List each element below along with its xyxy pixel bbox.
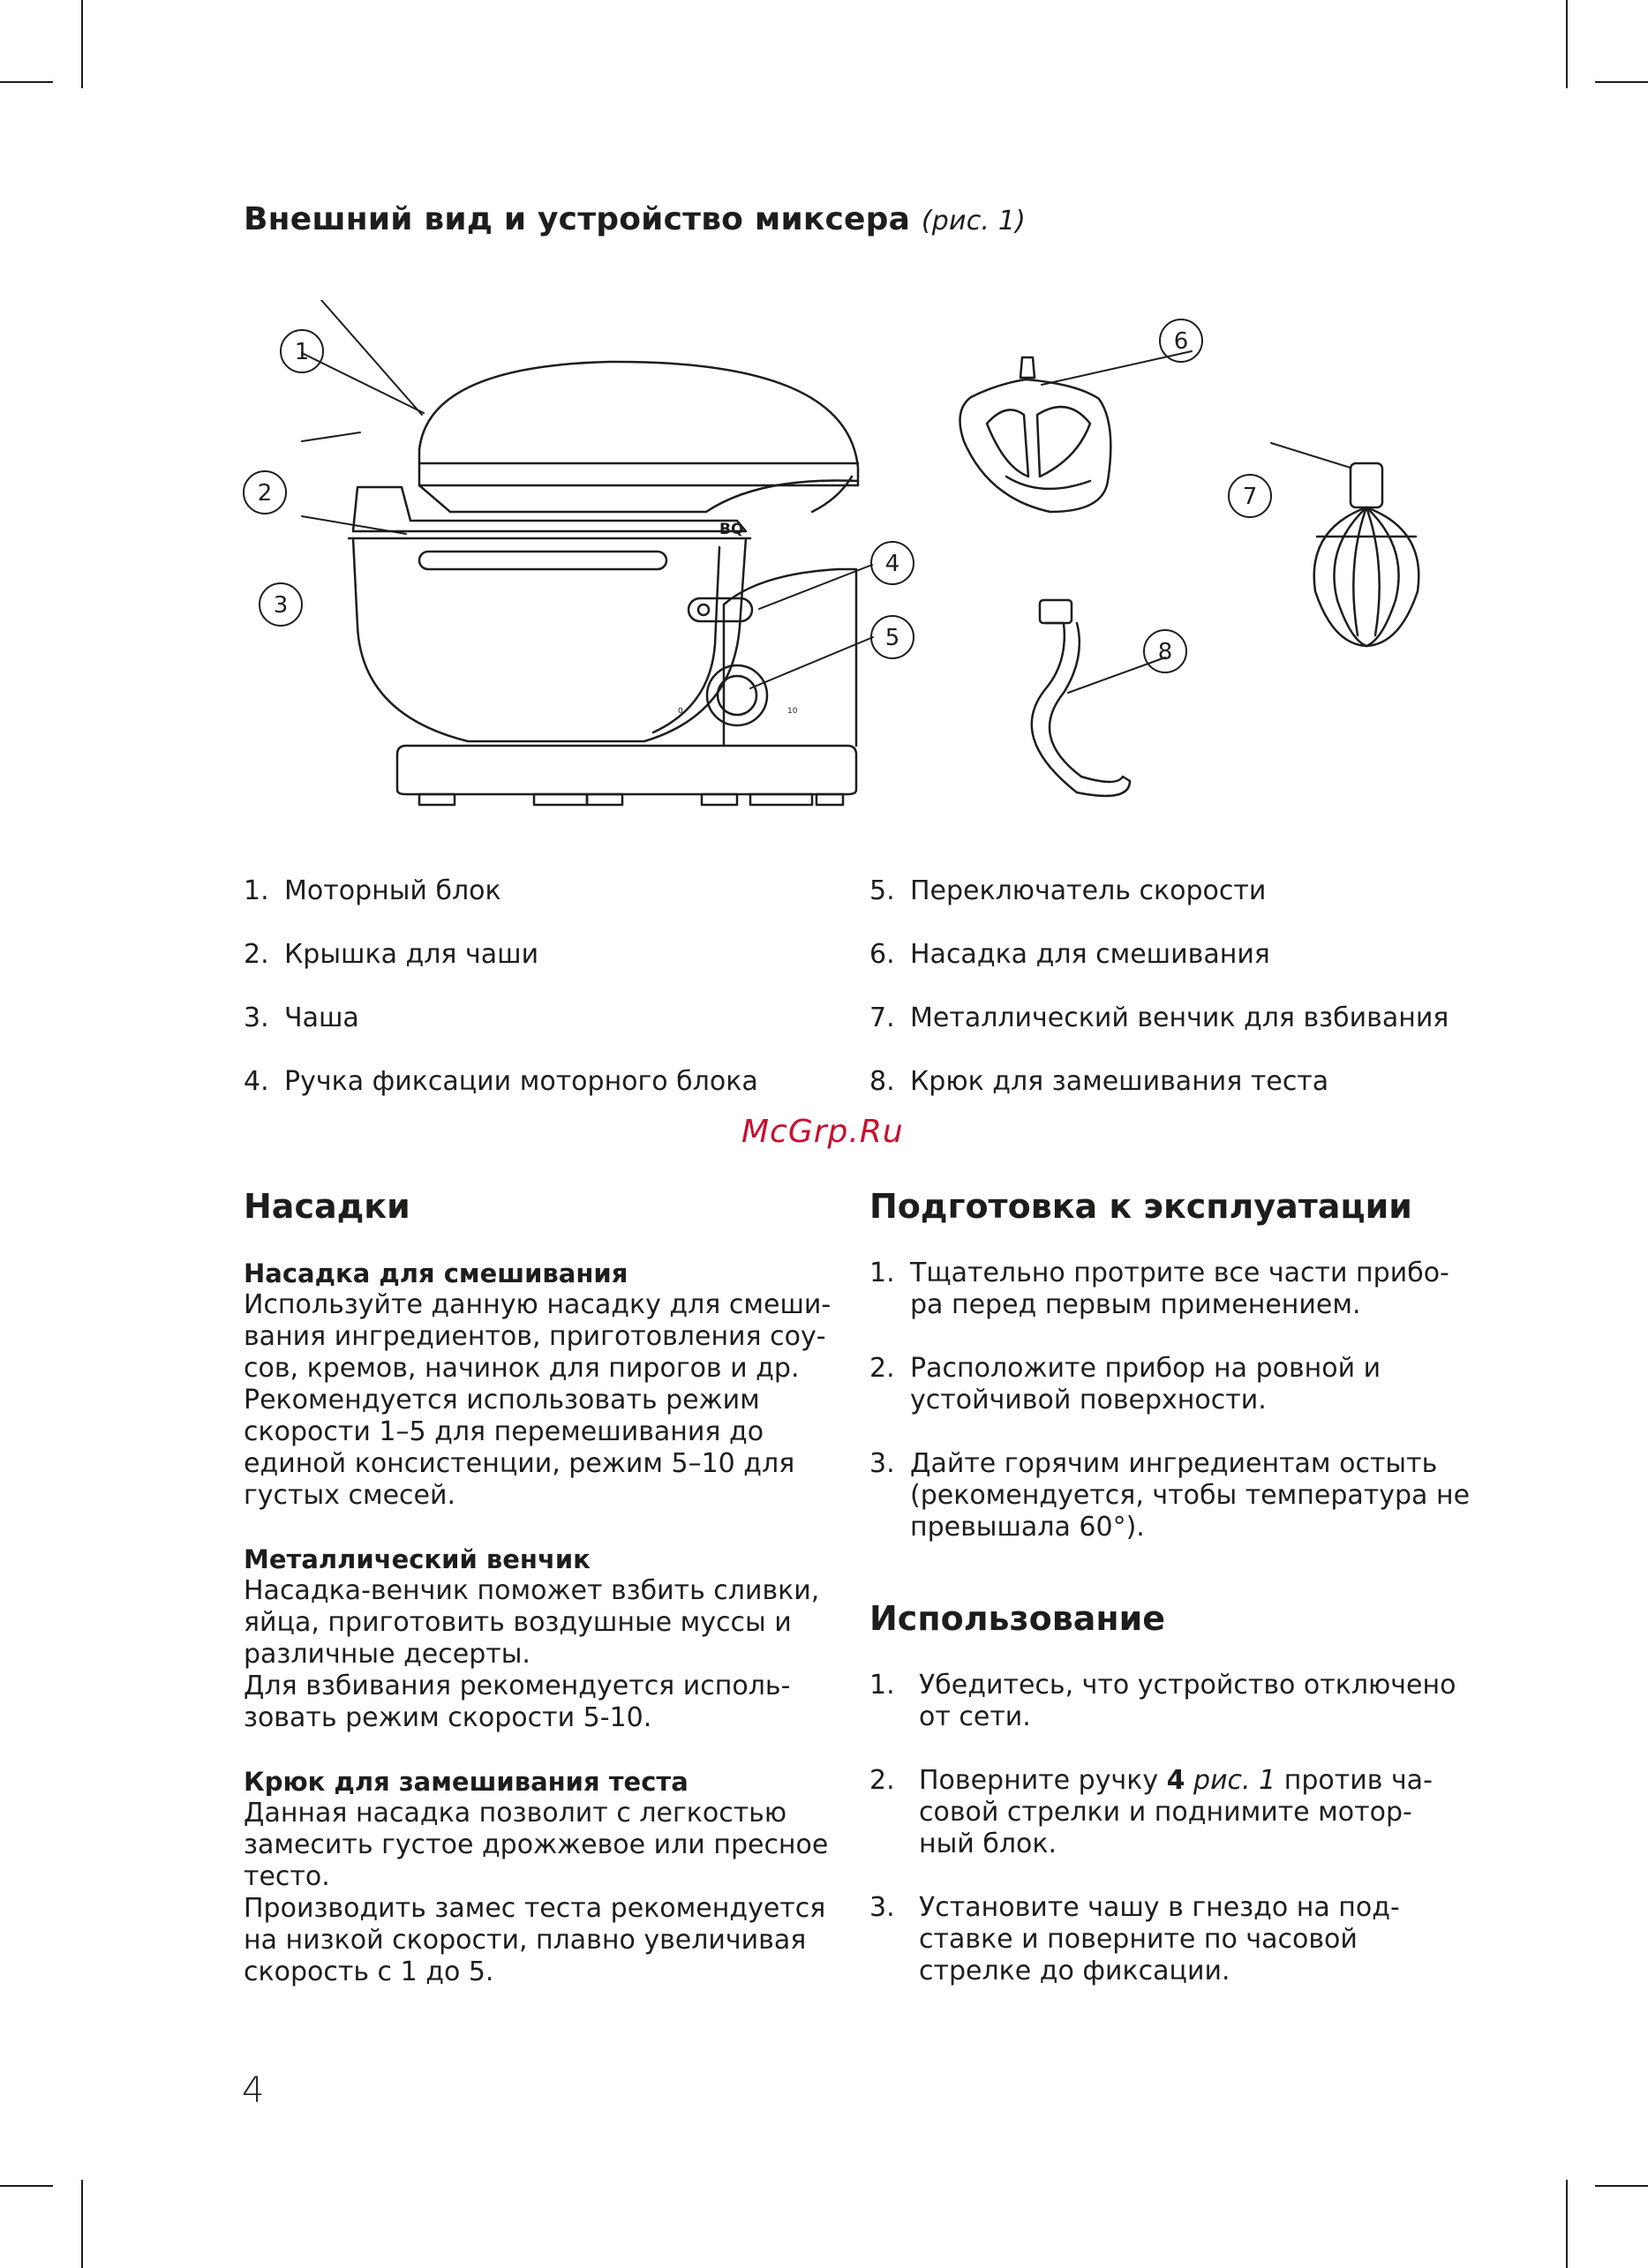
attachment-block [244,1258,853,1512]
text-line: Дайте горячим ингредиентам остыть [910,1448,1438,1479]
text-line: Используйте данную насадку для смеши- [244,1289,832,1320]
step-number: 2. [869,1353,895,1384]
wire-whisk-wire [1366,507,1399,646]
crop-mark [1595,81,1648,83]
crop-mark [81,2180,83,2268]
attachment-block [244,1766,853,1988]
list-item-label: Моторный блок [284,875,501,906]
page-title: Внешний вид и устройство миксера (рис. 1) [244,201,1027,237]
text-line: замесить густое дрожжевое или пресное [244,1829,829,1860]
list-item-label: Насадка для смешивания [910,939,1270,970]
mixer-foot [702,794,737,805]
usage-heading: Использование [869,1599,1166,1638]
text-line: Для взбивания рекомендуется исполь- [244,1671,791,1701]
attachment-block [244,1543,853,1734]
text-line: ставке и поверните по часовой [919,1924,1358,1955]
list-item [244,874,758,937]
callout-label-3: 3 [273,592,289,619]
text-line: зовать режим скорости 5-10. [244,1702,652,1733]
list-item-number: 3. [244,1003,269,1033]
wire-whisk-wire [1353,507,1366,635]
crop-mark [0,2185,53,2187]
list-item-label: Переключатель скорости [910,875,1267,906]
list-item-label: Ручка фиксации моторного блока [284,1066,758,1097]
wire-whisk [1314,507,1419,646]
list-item [869,1001,1449,1064]
mixer-column [724,569,856,746]
list-item [869,1448,1505,1543]
mixer-figure [230,300,1483,847]
text-line: Производить замес теста рекомендуется [244,1893,826,1924]
crop-mark [1595,2185,1648,2187]
list-item [869,937,1449,1001]
crop-mark [1566,2180,1568,2268]
mixer-base [397,746,856,794]
crop-mark [0,81,53,83]
attachment-title: Металлический венчик [244,1544,591,1574]
leader-line [750,637,873,688]
list-item [869,1892,1505,1987]
list-item [869,1353,1505,1416]
list-item [869,1765,1505,1860]
callouts [244,319,1271,672]
step-number: 1. [869,1670,895,1701]
mixer-foot [534,794,587,805]
text-line: скорости 1–5 для перемешивания до [244,1416,764,1447]
figure-reference: рис. 1 [1185,1765,1276,1796]
watermark: McGrp.Ru [741,1114,904,1150]
mixer-foot [587,794,622,805]
wire-whisk-illustration [1314,463,1419,646]
text-line [919,1765,1505,1797]
text-line: Расположите прибор на ровной и [910,1353,1381,1384]
preparation-heading: Подготовка к эксплуатации [869,1187,1412,1226]
leader-line [1271,443,1351,468]
flat-beater-inner [1037,407,1090,477]
figure-reference: (рис. 1) [921,206,1027,237]
mixer-foot [750,794,812,805]
list-item [869,1064,1449,1128]
callout-label-4: 4 [884,551,900,577]
bowl-lid [353,487,746,531]
wire-whisk-wire [1366,507,1380,635]
attachments-section [244,1258,853,2020]
list-item-label: Чаша [284,1003,359,1033]
text-fragment: Поверните ручку [919,1765,1167,1796]
text-line: ра перед первым применением. [910,1289,1361,1320]
list-item-label: Крышка для чаши [284,939,539,970]
list-item-number: 2. [244,939,269,970]
flat-beater-shaft [1020,357,1035,378]
parts-list-right [869,874,1449,1128]
callout-label-8: 8 [1157,639,1173,665]
wire-whisk-wire [1334,507,1366,646]
text-line: единой консистенции, режим 5–10 для [244,1448,795,1479]
text-line: стрелке до фиксации. [919,1956,1230,1986]
mixer-illustration [349,362,858,805]
text-line: различные десерты. [244,1639,531,1670]
attachments-heading: Насадки [244,1187,410,1226]
step-number: 3. [869,1448,895,1479]
flat-beater-inner [987,409,1028,477]
text-fragment: против ча- [1276,1765,1433,1796]
list-item [244,1001,758,1064]
crop-mark [81,0,83,88]
list-item-number: 7. [869,1003,895,1033]
text-line: ный блок. [919,1829,1057,1859]
crop-mark [1566,0,1568,88]
brand-logo: BQ [719,521,744,538]
list-item-number: 8. [869,1066,895,1097]
callout-label-7: 7 [1242,484,1258,510]
callout-labels [258,328,1258,665]
text-line: Установите чашу в гнездо на под- [919,1892,1400,1923]
flat-beater-illustration [960,357,1111,512]
list-item-label: Металлический венчик для взбивания [910,1003,1449,1033]
callout-label-2: 2 [257,480,273,507]
text-line: устойчивой поверхности. [910,1385,1267,1416]
text-line: (рекомендуется, чтобы температура не [910,1480,1471,1511]
leader-line [1042,351,1192,385]
text-line: яйца, приготовить воздушные муссы и [244,1607,792,1638]
callout-label-1: 1 [294,339,310,365]
list-item-number: 4. [244,1066,269,1097]
page-number: 4 [242,2070,265,2111]
leader-line [302,432,360,441]
figure-item-ref: 4 [1166,1765,1185,1796]
step-number: 2. [869,1765,895,1796]
text-line: Рекомендуется использовать режим [244,1385,760,1416]
leader-line [321,300,422,415]
list-item [869,1670,1505,1733]
list-item [244,937,758,1001]
text-line: Насадка-венчик поможет взбить сливки, [244,1575,820,1606]
lock-handle-dot [698,605,709,615]
dough-hook-hub [1040,600,1072,623]
callout-label-6: 6 [1173,328,1189,355]
parts-list-left [244,874,758,1128]
list-item [869,874,1449,937]
list-item [869,1258,1505,1321]
text-line: превышала 60°). [910,1512,1145,1543]
list-item [244,1064,758,1128]
text-line: Убедитесь, что устройство отключено [919,1670,1456,1701]
attachment-title: Насадка для смешивания [244,1258,628,1288]
motor-head [419,362,858,485]
mixer-foot [816,794,843,805]
list-item-number: 5. [869,875,895,906]
text-line: на низкой скорости, плавно увеличивая [244,1925,807,1956]
text-line: скорость с 1 до 5. [244,1956,494,1987]
step-number: 3. [869,1892,895,1923]
flat-beater [960,379,1111,512]
text-line: от сети. [919,1701,1031,1732]
text-line: совой стрелки и поднимите мотор- [919,1797,1412,1828]
bowl-handle [419,552,666,569]
wire-whisk-hub [1351,463,1382,507]
text-line: Данная насадка позволит с легкостью [244,1798,787,1829]
attachment-title: Крюк для замешивания теста [244,1767,689,1797]
usage-steps [869,1670,1505,2019]
text-line: вания ингредиентов, приготовления соу- [244,1321,826,1352]
text-line: сов, кремов, начинок для пирогов и др. [244,1353,800,1384]
dough-hook-illustration [1032,600,1130,796]
text-line: густых смесей. [244,1480,456,1511]
step-number: 1. [869,1258,895,1288]
list-item-number: 1. [244,875,269,906]
flat-beater-inner [1006,477,1090,489]
preparation-steps [869,1258,1505,1575]
list-item-label: Крюк для замешивания теста [910,1066,1329,1097]
speed-dial-marks: 0 [678,707,683,716]
dough-hook [1032,623,1130,796]
text-line: тесто. [244,1861,330,1892]
mixer-foot [419,794,455,805]
callout-label-5: 5 [884,625,900,651]
speed-dial-marks: 10 [787,707,798,716]
list-item-number: 6. [869,939,895,970]
leader-line [1068,657,1165,693]
text-line: Тщательно протрите все части прибо- [910,1258,1449,1288]
